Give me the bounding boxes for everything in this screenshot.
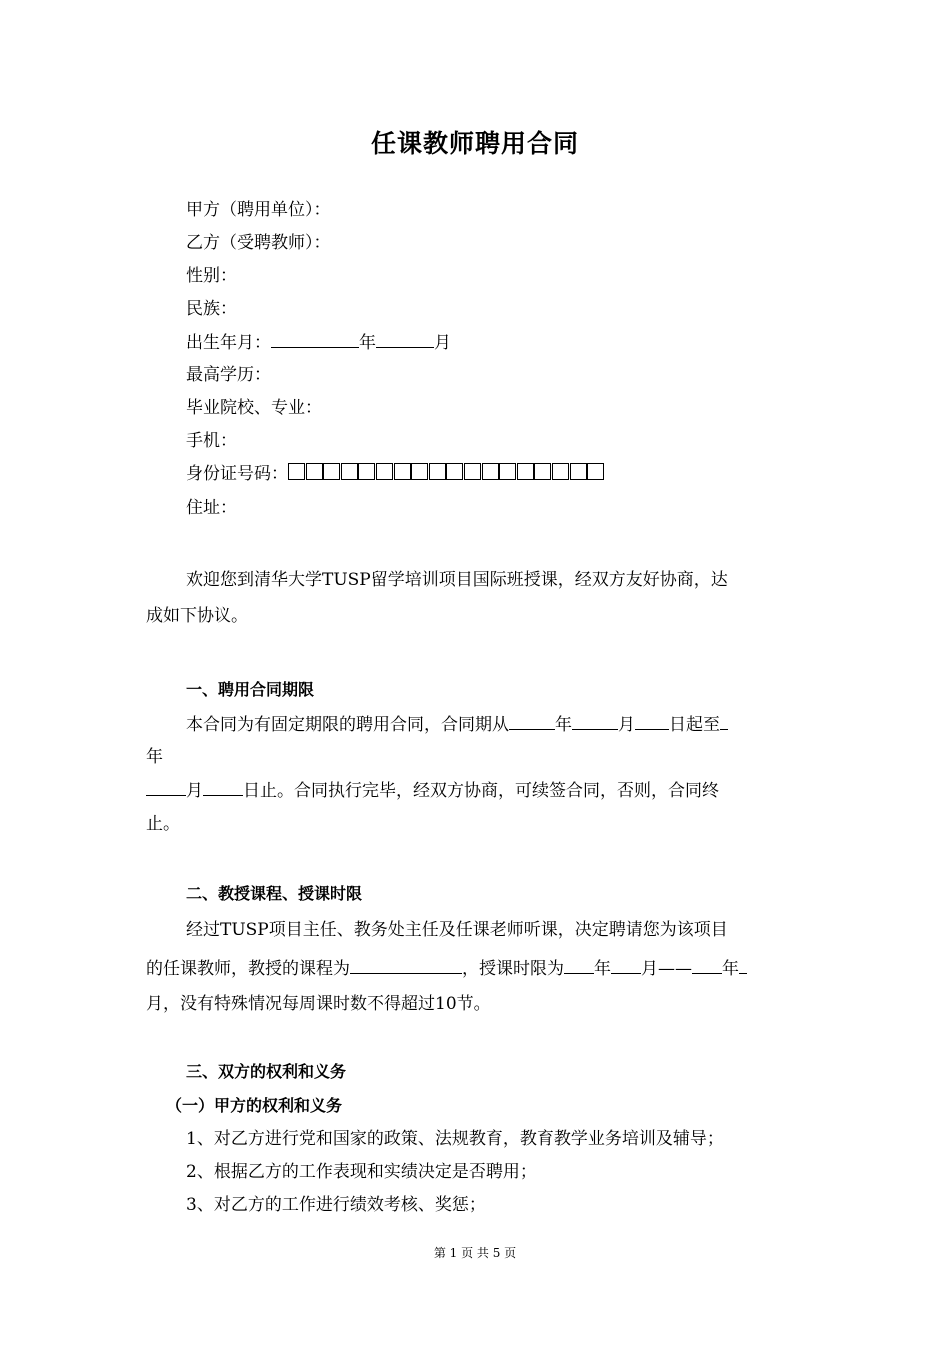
- school-label: 毕业院校、专业：: [186, 398, 322, 418]
- party-b-label: 乙方（受聘教师）：: [186, 233, 331, 253]
- section-1-line-3: [146, 778, 719, 803]
- id-digit-box: [552, 463, 569, 480]
- ethnicity-label: 民族：: [186, 299, 237, 319]
- id-digit-box: [394, 463, 411, 480]
- id-digit-box: [517, 463, 534, 480]
- end-day-blank: [203, 778, 243, 796]
- id-digit-box: [446, 463, 463, 480]
- section-2-line-1: 经过TUSP项目主任、教务处主任及任课老师听课，决定聘请您为该项目: [186, 920, 728, 940]
- id-digit-box: [482, 463, 499, 480]
- birth-year-label: 年: [359, 333, 376, 353]
- end-month-blank: [146, 778, 186, 796]
- id-digit-box: [411, 463, 428, 480]
- period-start-year-label: 年: [594, 959, 611, 979]
- section-3-item-1: 1、对乙方进行党和国家的政策、法规教育，教育教学业务培训及辅导；: [186, 1129, 724, 1149]
- period-label: ，授课时限为: [462, 959, 564, 979]
- id-digit-box: [570, 463, 587, 480]
- start-day-blank: [635, 712, 669, 730]
- period-end-year-blank: [692, 956, 722, 974]
- end-month-label: 月: [186, 781, 203, 801]
- section-2-heading: 二、教授课程、授课时限: [186, 884, 363, 903]
- period-start-month-blank: [611, 956, 641, 974]
- intro-line-1: 欢迎您到清华大学TUSP留学培训项目国际班授课，经双方友好协商，达: [186, 570, 728, 590]
- id-digit-box: [288, 463, 305, 480]
- id-digit-box: [587, 463, 604, 480]
- education-label: 最高学历：: [186, 365, 271, 385]
- party-a-label: 甲方（聘用单位）：: [186, 200, 331, 220]
- id-digit-box: [341, 463, 358, 480]
- section-1-line-1: [186, 712, 728, 737]
- section-1-heading: 一、聘用合同期限: [186, 680, 315, 699]
- period-end-month-blank: [739, 956, 747, 974]
- intro-line-2: 成如下协议。: [146, 606, 248, 626]
- address-label: 住址：: [186, 498, 237, 518]
- section-3-item-3: 3、对乙方的工作进行绩效考核、奖惩；: [186, 1195, 486, 1215]
- birth-year-blank: [271, 330, 359, 348]
- section-1-line-4: 止。: [146, 814, 180, 834]
- section-3-heading: 三、双方的权利和义务: [186, 1062, 347, 1081]
- section-1-line-2: 年: [146, 747, 163, 767]
- id-number-row: [186, 462, 605, 486]
- id-digit-box: [306, 463, 323, 480]
- document-title: 任课教师聘用合同: [370, 129, 579, 158]
- birth-month-label: 月: [434, 333, 451, 353]
- section-2-line-2: [146, 956, 747, 981]
- start-month-label: 月: [618, 715, 635, 735]
- section-3-sub-heading: （一）甲方的权利和义务: [166, 1096, 343, 1115]
- section-2-line-3: 月，没有特殊情况每周课时数不得超过10节。: [146, 994, 491, 1014]
- start-year-label: 年: [555, 715, 572, 735]
- id-digit-box: [358, 463, 375, 480]
- id-digit-box: [464, 463, 481, 480]
- period-start-month-label: 月——: [641, 959, 692, 979]
- birth-date-row: [186, 330, 451, 355]
- gender-label: 性别：: [186, 266, 237, 286]
- id-number-boxes: [288, 464, 605, 484]
- page-footer: 第 1 页 共 5 页: [433, 1246, 517, 1260]
- birth-label: 出生年月：: [186, 333, 271, 353]
- id-digit-box: [376, 463, 393, 480]
- start-year-blank: [509, 712, 555, 730]
- period-start-year-blank: [564, 956, 594, 974]
- section-1-text: 本合同为有固定期限的聘用合同，合同期从: [186, 715, 509, 735]
- end-year-blank: [720, 712, 728, 730]
- start-month-blank: [572, 712, 618, 730]
- birth-month-blank: [376, 330, 434, 348]
- start-day-label: 日起至: [669, 715, 720, 735]
- id-label: 身份证号码：: [186, 464, 288, 484]
- id-digit-box: [499, 463, 516, 480]
- section-1-line-3-text: 日止。合同执行完毕，经双方协商，可续签合同，否则，合同终: [243, 781, 719, 801]
- id-digit-box: [323, 463, 340, 480]
- period-end-year-label: 年: [722, 959, 739, 979]
- id-digit-box: [534, 463, 551, 480]
- id-digit-box: [429, 463, 446, 480]
- course-blank: [350, 956, 462, 974]
- section-3-item-2: 2、根据乙方的工作表现和实绩决定是否聘用；: [186, 1162, 537, 1182]
- phone-label: 手机：: [186, 431, 237, 451]
- course-label: 的任课教师，教授的课程为: [146, 959, 350, 979]
